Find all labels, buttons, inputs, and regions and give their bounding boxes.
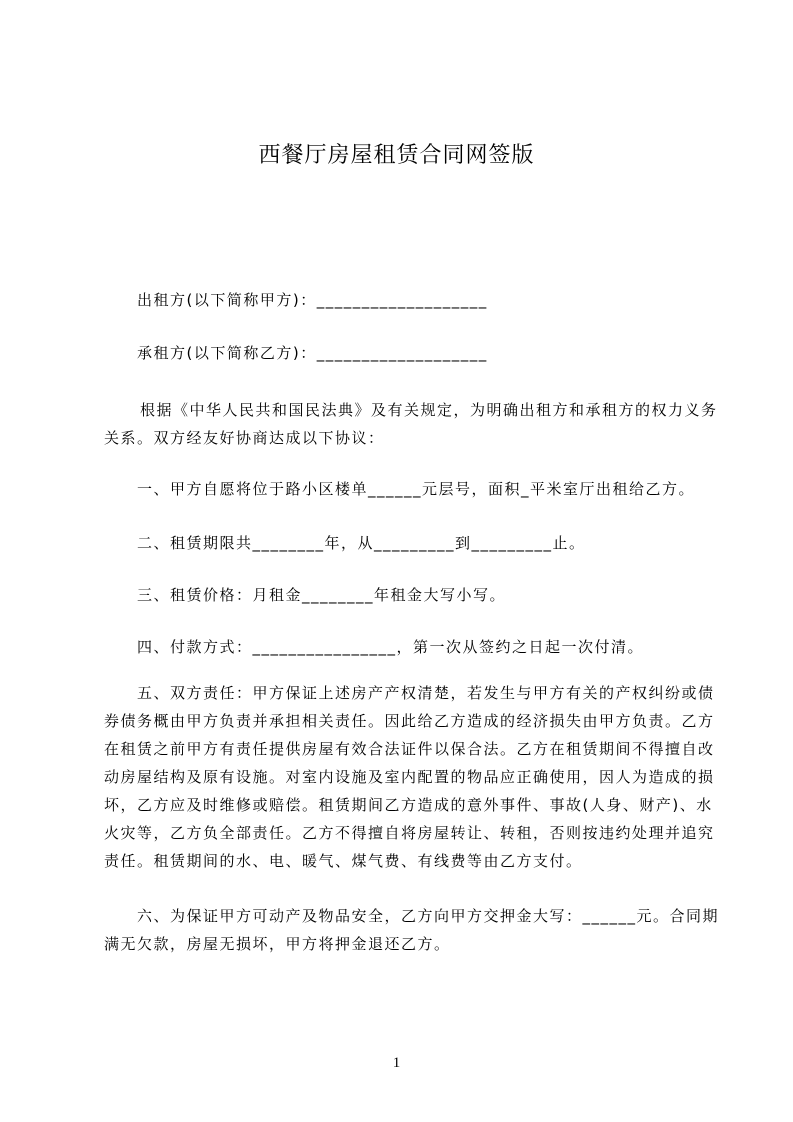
clause-6-line: 六、为保证甲方可动产及物品安全，乙方向甲方交押金大写：______元。合同期 (137, 907, 720, 925)
document-title: 西餐厅房屋租赁合同网签版 (258, 143, 535, 168)
clause-3: 三、租赁价格：月租金________年租金大写小写。 (137, 586, 507, 604)
lessee-line: 承租方(以下简称乙方)：___________________ (137, 344, 488, 362)
clause-4: 四、付款方式：________________，第一次从签约之日起一次付清。 (137, 638, 645, 656)
clause-1: 一、甲方自愿将位于路小区楼单______元层号，面积_平米室厅出租给乙方。 (137, 480, 696, 498)
clause-5-line: 动房屋结构及原有设施。对室内设施及室内配置的物品应正确使用，因人为造成的损 (104, 768, 715, 786)
clause-5-line: 坏，乙方应及时维修或赔偿。租赁期间乙方造成的意外事件、事故(人身、财产)、水 (104, 796, 713, 814)
clause-5-line: 责任。租赁期间的水、电、暖气、煤气费、有线费等由乙方支付。 (104, 852, 583, 870)
clause-5-line: 火灾等，乙方负全部责任。乙方不得擅自将房屋转让、转租，否则按违约处理并追究 (104, 824, 715, 842)
clause-6-line: 满无欠款，房屋无损坏，甲方将押金退还乙方。 (104, 935, 451, 953)
clause-5-line: 券债务概由甲方负责并承担相关责任。因此给乙方造成的经济损失由甲方负责。乙方 (104, 712, 715, 730)
lessor-line: 出租方(以下简称甲方)：___________________ (137, 291, 488, 309)
page-number: 1 (392, 1055, 401, 1071)
clause-5-line: 在租赁之前甲方有责任提供房屋有效合法证件以保合法。乙方在租赁期间不得擅自改 (104, 740, 715, 758)
intro-line: 关系。双方经友好协商达成以下协议： (104, 429, 385, 447)
clause-5-line: 五、双方责任：甲方保证上述房产产权清楚，若发生与甲方有关的产权纠纷或债 (137, 684, 715, 702)
intro-line: 根据《中华人民共和国民法典》及有关规定，为明确出租方和承租方的权力义务 (140, 401, 718, 419)
clause-2: 二、租赁期限共________年，从_________到_________止。 (137, 534, 586, 552)
